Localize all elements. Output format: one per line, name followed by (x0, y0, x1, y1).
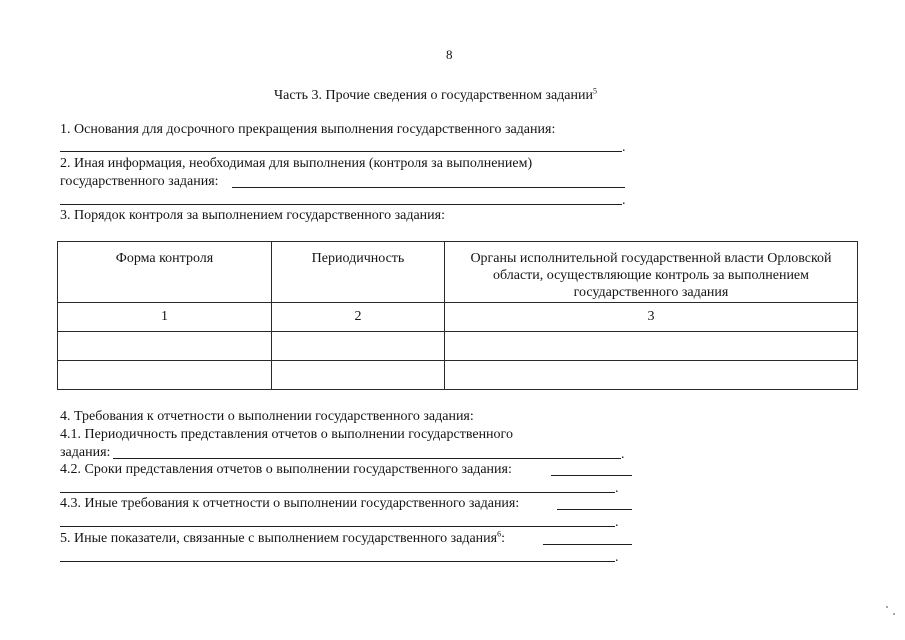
page-number: 8 (446, 47, 453, 62)
column-header-control-bodies: Органы исполнительной государственной власти Орловской области, осуществляющие контроль за выполнением государственного задания (445, 242, 858, 303)
section-4-3-blank-inline[interactable] (557, 509, 632, 510)
section-4-1-line-1: 4.1. Периодичность представления отчетов о выполнении государственного (60, 427, 513, 442)
column-header-periodicity: Периодичность (272, 242, 445, 303)
section-2-end-period: . (622, 193, 626, 208)
part-title-footnote: 5 (593, 86, 597, 96)
column-number-3: 3 (445, 303, 858, 332)
table-cell-empty[interactable] (445, 332, 858, 361)
table-cell-empty[interactable] (272, 361, 445, 390)
section-5-end-period: . (615, 550, 619, 565)
section-4-1-end-period: . (621, 447, 625, 462)
table-cell-empty[interactable] (445, 361, 858, 390)
section-1-end-period: . (622, 140, 626, 155)
section-3-heading: 3. Порядок контроля за выполнением государственного задания: (60, 208, 445, 223)
table-cell-empty[interactable] (58, 332, 272, 361)
control-table-row (58, 361, 858, 390)
section-2-line-2: государственного задания: (60, 174, 219, 189)
section-5-blank-inline[interactable] (543, 544, 632, 545)
section-5-blank-line[interactable] (60, 561, 615, 562)
section-5-colon: : (501, 531, 506, 546)
section-2-blank-line[interactable] (60, 204, 622, 205)
section-5-line (60, 531, 505, 547)
scan-speck (893, 613, 895, 615)
control-table-row (58, 332, 858, 361)
section-4-heading: 4. Требования к отчетности о выполнении государственного задания: (60, 409, 474, 424)
section-2-blank-inline[interactable] (232, 187, 625, 188)
section-5-text: 5. Иные показатели, связанные с выполнением государственного задания (60, 531, 498, 546)
section-5-footnote: 6 (497, 529, 502, 539)
column-header-control-form: Форма контроля (58, 242, 272, 303)
section-4-1-line-2: задания: (60, 445, 111, 460)
table-cell-empty[interactable] (58, 361, 272, 390)
section-4-1-blank-line[interactable] (113, 458, 621, 459)
control-table-number-row (58, 303, 858, 332)
control-table-header-row (58, 242, 858, 303)
section-1-blank-line[interactable] (60, 151, 622, 152)
section-2-line-1: 2. Иная информация, необходимая для выполнения (контроля за выполнением) (60, 156, 533, 171)
column-number-2: 2 (272, 303, 445, 332)
column-number-1: 1 (58, 303, 272, 332)
section-4-2-end-period: . (615, 481, 619, 496)
section-4-3-line: 4.3. Иные требования к отчетности о выполнении государственного задания: (60, 496, 520, 511)
scan-speck (886, 606, 888, 608)
section-4-2-blank-inline[interactable] (551, 475, 632, 476)
section-4-2-blank-line[interactable] (60, 492, 615, 493)
table-cell-empty[interactable] (272, 332, 445, 361)
control-table (57, 241, 858, 390)
section-4-2-line: 4.2. Сроки представления отчетов о выполнении государственного задания: (60, 462, 512, 477)
part-title-text: Часть 3. Прочие сведения о государственном задании (274, 88, 593, 103)
part-title (274, 88, 597, 104)
section-4-3-blank-line[interactable] (60, 526, 615, 527)
section-1-heading: 1. Основания для досрочного прекращения выполнения государственного задания: (60, 122, 556, 137)
section-4-3-end-period: . (615, 515, 619, 530)
